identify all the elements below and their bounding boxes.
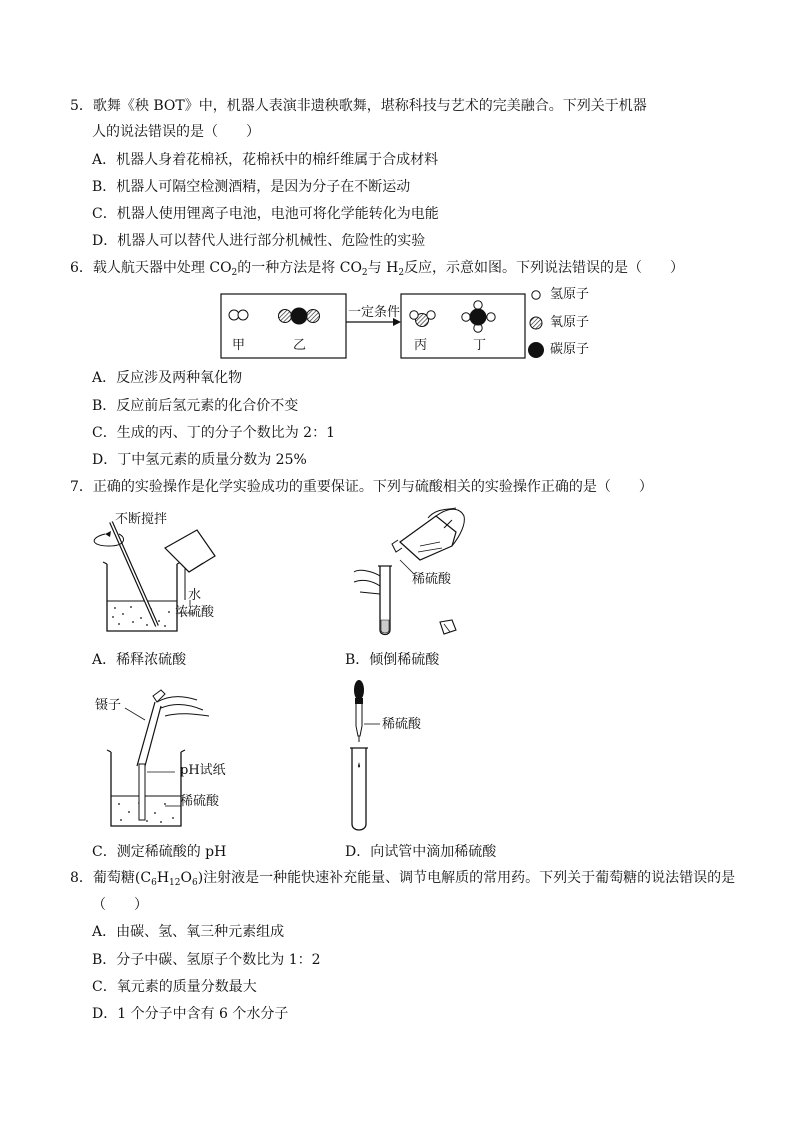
label-dilute-acid-c: 稀硫酸 — [180, 794, 220, 809]
q5-stem-line1: 5．歌舞《秧 BOT》中，机器人表演非遗秧歌舞，堪称科技与艺术的完美融合。下列关于机器 — [70, 98, 647, 114]
q8-option-c: C．氧元素的质量分数最大 — [92, 979, 257, 995]
hydrogen-atom — [410, 311, 418, 319]
carbon-atom — [291, 308, 308, 325]
figure-b-caption: B．倾倒稀硫酸 — [345, 652, 440, 668]
label-yi: 乙 — [293, 338, 307, 353]
q5-stem-line2: 人的说法错误的是（ ） — [92, 124, 260, 140]
q8-option-a: A．由碳、氢、氧三种元素组成 — [92, 924, 285, 940]
q8-stem-line2: （ ） — [92, 897, 148, 913]
label-dilute-acid-b: 稀硫酸 — [412, 572, 452, 587]
legend-hydrogen-icon — [532, 291, 540, 299]
hydrogen-atom — [427, 311, 435, 319]
hydrogen-atom — [462, 313, 470, 321]
label-jia: 甲 — [232, 338, 246, 353]
oxygen-atom — [307, 310, 320, 323]
figure-d-dropper — [340, 676, 400, 836]
legend-hydrogen: 氢原子 — [550, 287, 590, 302]
label-ding: 丁 — [473, 338, 487, 353]
oxygen-atom — [279, 310, 292, 323]
q5-option-b: B．机器人可隔空检测酒精，是因为分子在不断运动 — [92, 179, 411, 195]
q5-option-d: D．机器人可以替代人进行部分机械性、危险性的实验 — [92, 233, 426, 249]
q6-option-b: B．反应前后氢元素的化合价不变 — [92, 398, 299, 414]
q5-option-a: A．机器人身着花棉袄，花棉袄中的棉纤维属于合成材料 — [92, 152, 439, 168]
hydrogen-atom — [474, 301, 482, 309]
q6-stem: 6．载人航天器中处理 $CO_2$的一种方法是将 $CO_2$与 $H_2$反应，示意如图。下列说法错误的是（ ） — [70, 260, 685, 278]
hydrogen-atom — [238, 310, 248, 320]
q5-option-c: C．机器人使用锂离子电池，电池可将化学能转化为电能 — [92, 206, 439, 222]
q6-option-d: D．丁中氢元素的质量分数为 25% — [92, 452, 307, 468]
label-ph-paper: pH试纸 — [180, 763, 226, 778]
carbon-atom — [470, 309, 487, 326]
legend-carbon-icon — [528, 342, 544, 358]
q8-option-b: B．分子中碳、氢原子个数比为 1：2 — [92, 952, 321, 968]
label-dilute-acid-d: 稀硫酸 — [382, 717, 422, 732]
hydrogen-atom — [487, 313, 495, 321]
label-tweezers: 镊子 — [95, 698, 122, 713]
q6-option-a: A．反应涉及两种氧化物 — [92, 370, 243, 386]
label-water: 水 — [188, 588, 202, 603]
q7-stem: 7．正确的实验操作是化学实验成功的重要保证。下列与硫酸相关的实验操作正确的是（ ） — [70, 479, 653, 495]
arrow-condition: 一定条件 — [348, 305, 401, 320]
figure-c-caption: C．测定稀硫酸的 pH — [92, 844, 227, 860]
legend-oxygen: 氧原子 — [550, 315, 590, 330]
q8-stem: 8．葡萄糖$(C_6H_{12}O_6)$注射液是一种能快速补充能量、调节电解质的常用药。下列关于葡萄糖的说法错误的是 — [70, 870, 736, 888]
legend-oxygen-icon — [530, 317, 542, 329]
label-bing: 丙 — [414, 338, 428, 353]
figure-d-caption: D．向试管中滴加稀硫酸 — [345, 844, 497, 860]
label-conc-acid: 浓硫酸 — [175, 605, 215, 620]
figure-a-caption: A．稀释浓硫酸 — [92, 652, 187, 668]
legend-carbon: 碳原子 — [550, 342, 590, 357]
q6-option-c: C．生成的丙、丁的分子个数比为 2：1 — [92, 425, 335, 441]
label-stir: 不断搅拌 — [115, 512, 168, 527]
q8-option-d: D．1 个分子中含有 6 个水分子 — [92, 1006, 289, 1022]
